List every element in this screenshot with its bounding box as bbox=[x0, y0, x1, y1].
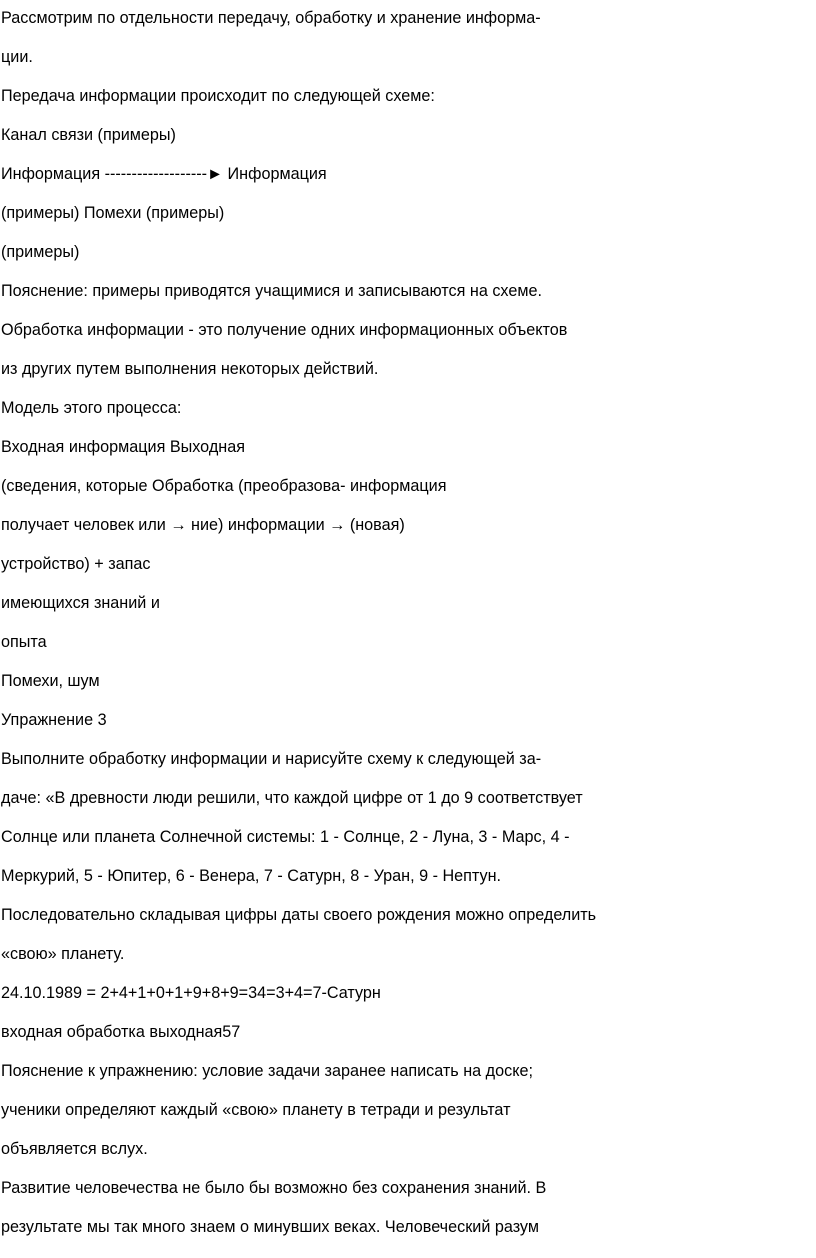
text-line: Передача информации происходит по следующей схеме: bbox=[1, 87, 435, 105]
text-line: устройство) + запас bbox=[1, 555, 151, 573]
text-line: даче: «В древности люди решили, что каждой цифре от 1 до 9 соответствует bbox=[1, 789, 583, 807]
text-line: ции. bbox=[1, 48, 33, 66]
text-line: Выполните обработку информации и нарисуйте схему к следующей за- bbox=[1, 750, 542, 768]
text-line: результате мы так много знаем о минувших веках. Человеческий разум bbox=[1, 1218, 539, 1236]
text-line: Развитие человечества не было бы возможно без сохранения знаний. В bbox=[1, 1179, 547, 1197]
text-line: (сведения, которые Обработка (преобразова- информация bbox=[1, 477, 447, 495]
text-line: входная обработка выходная57 bbox=[1, 1023, 241, 1041]
text-line: (примеры) Помехи (примеры) bbox=[1, 204, 225, 222]
text-line: получает человек или → ние) информации → (новая) bbox=[1, 516, 405, 534]
text-line: Солнце или планета Солнечной системы: 1 - Солнце, 2 - Луна, 3 - Марс, 4 - bbox=[1, 828, 570, 846]
text-line: «свою» планету. bbox=[1, 945, 125, 963]
text-line: 24.10.1989 = 2+4+1+0+1+9+8+9=34=3+4=7-Сатурн bbox=[1, 984, 381, 1002]
text-line: Канал связи (примеры) bbox=[1, 126, 176, 144]
text-line: опыта bbox=[1, 633, 47, 651]
text-line: ученики определяют каждый «свою» планету в тетради и результат bbox=[1, 1101, 511, 1119]
text-line: Рассмотрим по отдельности передачу, обработку и хранение информа- bbox=[1, 9, 541, 27]
text-line: Обработка информации - это получение одних информационных объектов bbox=[1, 321, 568, 339]
exercise-heading: Упражнение 3 bbox=[1, 711, 107, 729]
text-line: Меркурий, 5 - Юпитер, 6 - Венера, 7 - Сатурн, 8 - Уран, 9 - Нептун. bbox=[1, 867, 502, 885]
text-line: Модель этого процесса: bbox=[1, 399, 182, 417]
text-line: (примеры) bbox=[1, 243, 80, 261]
text-line: объявляется вслух. bbox=[1, 1140, 148, 1158]
text-line: Пояснение к упражнению: условие задачи заранее написать на доске; bbox=[1, 1062, 533, 1080]
text-line: Пояснение: примеры приводятся учащимися и записываются на схеме. bbox=[1, 282, 542, 300]
text-line: Информация -------------------► Информация bbox=[1, 165, 327, 183]
text-line: Входная информация Выходная bbox=[1, 438, 245, 456]
text-line: Последовательно складывая цифры даты своего рождения можно определить bbox=[1, 906, 597, 924]
text-line: из других путем выполнения некоторых действий. bbox=[1, 360, 379, 378]
text-line: имеющихся знаний и bbox=[1, 594, 160, 612]
text-line: Помехи, шум bbox=[1, 672, 100, 690]
